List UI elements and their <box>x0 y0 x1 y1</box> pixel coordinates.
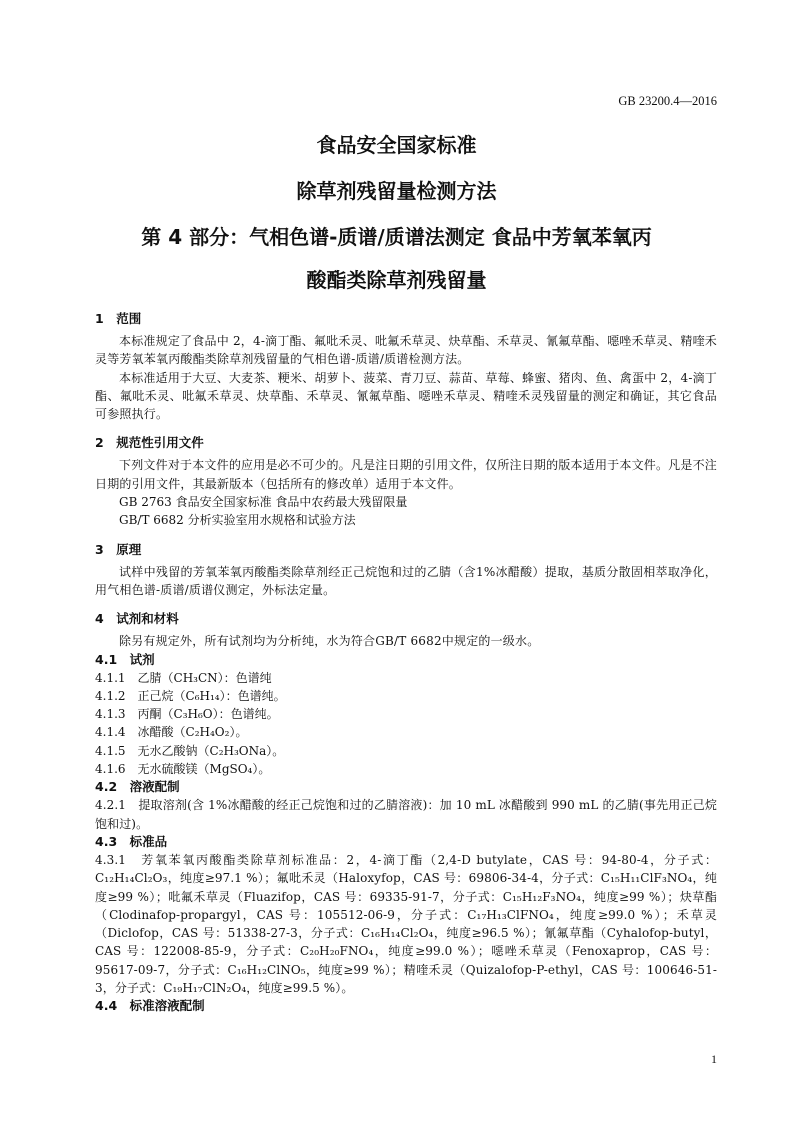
title-line-4: 酸酯类除草剂残留量 <box>306 268 487 292</box>
section-4-heading: 4 试剂和材料 <box>95 611 179 627</box>
title-line-1: 食品安全国家标准 <box>316 133 477 157</box>
section-2-paragraph-1: 下列文件对于本文件的应用是必不可少的。凡是注日期的引用文件，仅所注日期的版本适用于本文件。凡是不注日期的引用文件，其最新版本（包括所有的修改单）适用于本文件。 <box>95 458 717 491</box>
reagent-item: 4.1.5 无水乙酸钠（C₂H₃ONa）。 <box>95 743 285 758</box>
reference-gbt6682: GB/T 6682 分析实验室用水规格和试验方法 <box>119 513 356 528</box>
standard-code: GB 23200.4—2016 <box>618 94 717 108</box>
reagent-item: 4.1.3 丙酮（C₃H₆O）：色谱纯。 <box>95 707 279 722</box>
reagent-item: 4.1.6 无水硫酸镁（MgSO₄）。 <box>95 762 271 777</box>
reagent-item: 4.1.1 乙腈（CH₃CN）：色谱纯 <box>95 670 272 685</box>
section-4-paragraph-1: 除另有规定外，所有试剂均为分析纯，水为符合GB/T 6682中规定的一级水。 <box>119 634 540 649</box>
section-4-1-heading: 4.1 试剂 <box>95 651 155 667</box>
section-4-3-1-paragraph: 4.3.1 芳氧苯氧丙酸酯类除草剂标准品：2，4-滴丁酯（2,4-D butylate，CAS 号：94-80-4，分子式：C₁₂H₁₄Cl₂O₃，纯度≥97.1 %）；氟吡禾灵（Haloxyfop，CAS 号：69806-34-4，分子式：C₁₅H₁₁ClF₃NO₄，纯度≥99 %）；吡氟禾草灵（Fluazifop，CAS 号：69335-91-7，分子式：C₁₅H₁₂F₃NO₄，纯度≥99 %）；炔草酯（Clodinafop-propargyl，CAS 号：105512-06-9，分子式：C₁₇H₁₃ClFNO₄，纯度≥99.0 %）；禾草灵（Diclofop，CAS 号：51338-27-3，分子式：C₁₆H₁₄Cl₂O₄，纯度≥96.5 %）；氰氟草酯（Cyhalofop-butyl，CAS 号：122008-85-9，分子式：C₂₀H₂₀FNO₄，纯度≥99.0 %）；噁唑禾草灵（Fenoxaprop，CAS 号：95617-09-7，分子式：C₁₆H₁₂ClNO₅，纯度≥99 %）；精喹禾灵（Quizalofop-P-ethyl，CAS 号：100646-51-3，分子式：C₁₉H₁₇ClN₂O₄，纯度≥99.5 %）。 <box>95 852 717 996</box>
section-1-paragraph-2: 本标准适用于大豆、大麦茶、粳米、胡萝卜、菠菜、青刀豆、蒜苗、草莓、蜂蜜、猪肉、鱼、禽蛋中 2，4-滴丁酯、氟吡禾灵、吡氟禾草灵、炔草酯、禾草灵、氰氟草酯、噁唑禾草灵、精喹禾灵残留量的测定和确证，其它食品可参照执行。 <box>95 370 717 422</box>
section-4-2-1-paragraph: 4.2.1 提取溶剂(含 1%冰醋酸的经正己烷饱和过的乙腈溶液)：加 10 mL 冰醋酸到 990 mL 的乙腈(事先用正己烷饱和过)。 <box>95 798 717 831</box>
section-3-paragraph-1: 试样中残留的芳氧苯氧丙酸酯类除草剂经正己烷饱和过的乙腈（含1%冰醋酸）提取，基质分散固相萃取净化，用气相色谱-质谱/质谱仪测定，外标法定量。 <box>95 564 717 597</box>
title-line-3: 第 4 部分：气相色谱-质谱/质谱法测定 食品中芳氧苯氧丙 <box>141 225 652 249</box>
section-1-heading: 1 范围 <box>95 311 142 326</box>
document-body <box>95 305 717 1015</box>
reference-gb2763: GB 2763 食品安全国家标准 食品中农药最大残留限量 <box>119 495 408 510</box>
section-4-4-heading: 4.4 标准溶液配制 <box>95 998 205 1014</box>
section-3-heading: 3 原理 <box>95 541 142 557</box>
section-1-paragraph-1: 本标准规定了食品中 2，4-滴丁酯、氟吡禾灵、吡氟禾草灵、炔草酯、禾草灵、氰氟草酯、噁唑禾草灵、精喹禾灵等芳氧苯氧丙酸酯类除草剂残留量的气相色谱-质谱/质谱检测方法。 <box>95 334 717 367</box>
section-4-3-heading: 4.3 标准品 <box>95 833 168 849</box>
page-number: 1 <box>711 1052 717 1066</box>
reagent-item: 4.1.2 正己烷（C₆H₁₄）：色谱纯。 <box>95 688 286 703</box>
title-line-2: 除草剂残留量检测方法 <box>296 179 497 203</box>
section-2-heading: 2 规范性引用文件 <box>95 435 204 451</box>
reagent-item: 4.1.4 冰醋酸（C₂H₄O₂）。 <box>95 725 248 740</box>
section-4-2-heading: 4.2 溶液配制 <box>95 779 180 795</box>
